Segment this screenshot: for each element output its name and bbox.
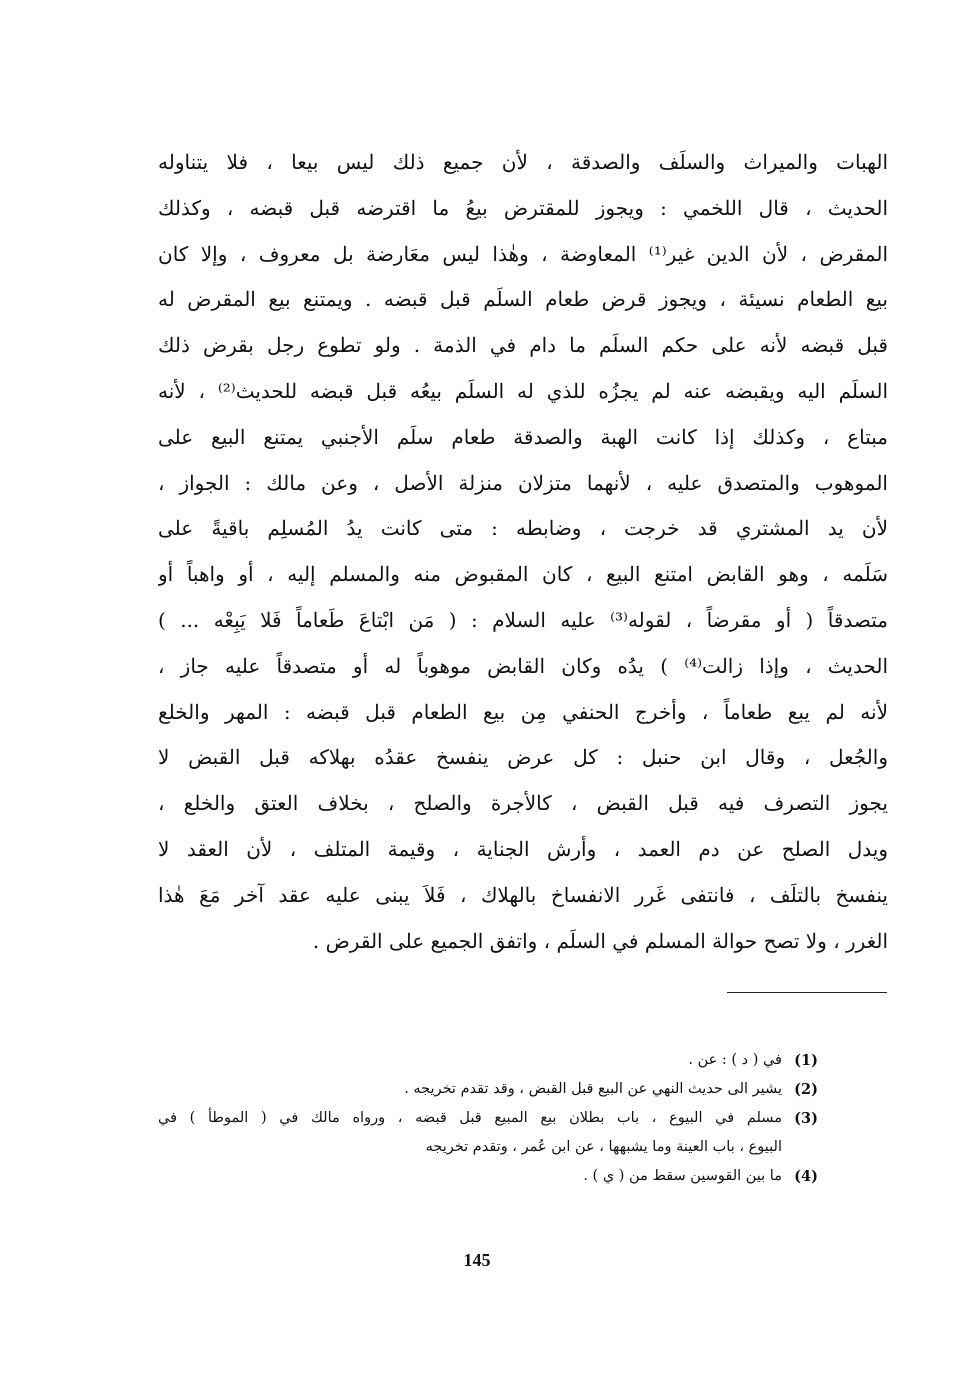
text-line: لأنه لم يبع طعاماً ، وأخرج الحنفي مِن بيع الطعام قبل قبضه : المهر والخلع: [158, 699, 888, 724]
text-line: بيع الطعام نسيئة ، ويجوز قرض طعام السلَم قبل قبضه . ويمتنع بيع المقرض له: [158, 287, 888, 312]
text-line: لأن يد المشتري قد خرجت ، وضابطه : متى كانت يدُ المُسلِم باقيةً على: [158, 516, 888, 541]
footnote-text: البيوع ، باب العينة وما يشبهها ، عن ابن عُمر ، وتقدم تخريجه: [425, 1139, 782, 1155]
text-line: ينفسخ بالتلَف ، فانتفى غَرر الانفساخ بالهلاك ، فَلاَ يبنى عليه عقد آخر مَعَ هٰذا: [158, 882, 888, 907]
text-line: والجُعل ، وقال ابن حنبل : كل عرض ينفسخ عقدُه بهلاكه قبل القبض لا: [158, 745, 888, 770]
footnote-text: مسلم في البيوع ، باب بطلان بيع المبيع قبل قبضه ، ورواه مالك في ( الموطأ ) في: [158, 1110, 782, 1126]
footnote: [158, 1104, 818, 1133]
text-line: الهبات والميراث والسلَف والصدقة ، لأن جميع ذلك ليس بيعا ، فلا يتناوله: [158, 150, 888, 174]
text-line: مبتاع ، وكذلك إذا كانت الهبة والصدقة طعام سلَم الأجنبي يمتنع البيع على: [158, 424, 888, 449]
text-line: يجوز التصرف فيه قبل القبض ، كالأجرة والصلح ، بخلاف العتق والخلع ،: [158, 791, 888, 816]
text-line: سَلَمه ، وهو القابض امتنع البيع ، كان المقبوض منه والمسلم إليه ، أو واهباً أو: [158, 562, 888, 587]
text-line: المقرض ، لأن الدين غير⁽¹⁾ المعاوضة ، وهٰذا ليس معَارضة بل معروف ، وإلا كان: [158, 241, 888, 266]
text-line: الحديث ، وإذا زالت⁽⁴⁾ ) يدُه وكان القابض موهوباً له أو متصدقاً عليه جاز ،: [158, 653, 888, 678]
footnote-number: (4): [794, 1168, 818, 1185]
main-text: [158, 140, 888, 964]
footnote: [158, 1046, 818, 1075]
text-line: السلَم اليه ويقبضه عنه لم يجزُه للذي له السلَم بيعُه قبل قبضه للحديث⁽²⁾ ، لأنه: [158, 378, 888, 403]
footnote-continuation: [158, 1133, 818, 1162]
footnote-text: ما بين القوسين سقط من ( ي ) .: [583, 1168, 782, 1184]
footnote-number: (2): [794, 1081, 818, 1098]
text-line: قبل قبضه لأنه على حكم السلَم ما دام في الذمة . ولو تطوع رجل بقرض ذلك: [158, 333, 888, 358]
footnote-number: (1): [794, 1052, 818, 1069]
footnote: [158, 1162, 818, 1191]
text-line: الغرر ، ولا تصح حوالة المسلم في السلَم ، واتفق الجميع على القرض .: [312, 928, 888, 953]
footnote-text: يشير الى حديث النهي عن البيع قبل القبض ، وقد تقدم تخريجه .: [404, 1081, 782, 1097]
footnote-text: في ( د ) : عن .: [688, 1052, 782, 1068]
footnotes: [158, 1046, 818, 1191]
text-line: متصدقاً ( أو مقرضاً ، لقوله⁽³⁾ عليه السلام : ( مَن ابْتاعَ طَعاماً فَلا يَبِعْه ... ): [158, 607, 888, 632]
footnote-separator: [727, 992, 887, 993]
footnote-number: (3): [794, 1110, 818, 1127]
text-line: الحديث ، قال اللخمي : ويجوز للمقترض بيعُ ما اقترضه قبل قبضه ، وكذلك: [158, 195, 888, 220]
text-line: الموهوب والمتصدق عليه ، لأنهما متزلان منزلة الأصل ، وعن مالك : الجواز ،: [158, 470, 888, 495]
footnote: [158, 1075, 818, 1104]
page-number: 145: [463, 1250, 491, 1270]
text-line: ويدل الصلح عن دم العمد ، وأرش الجناية ، وقيمة المتلف ، لأن العقد لا: [158, 836, 888, 861]
